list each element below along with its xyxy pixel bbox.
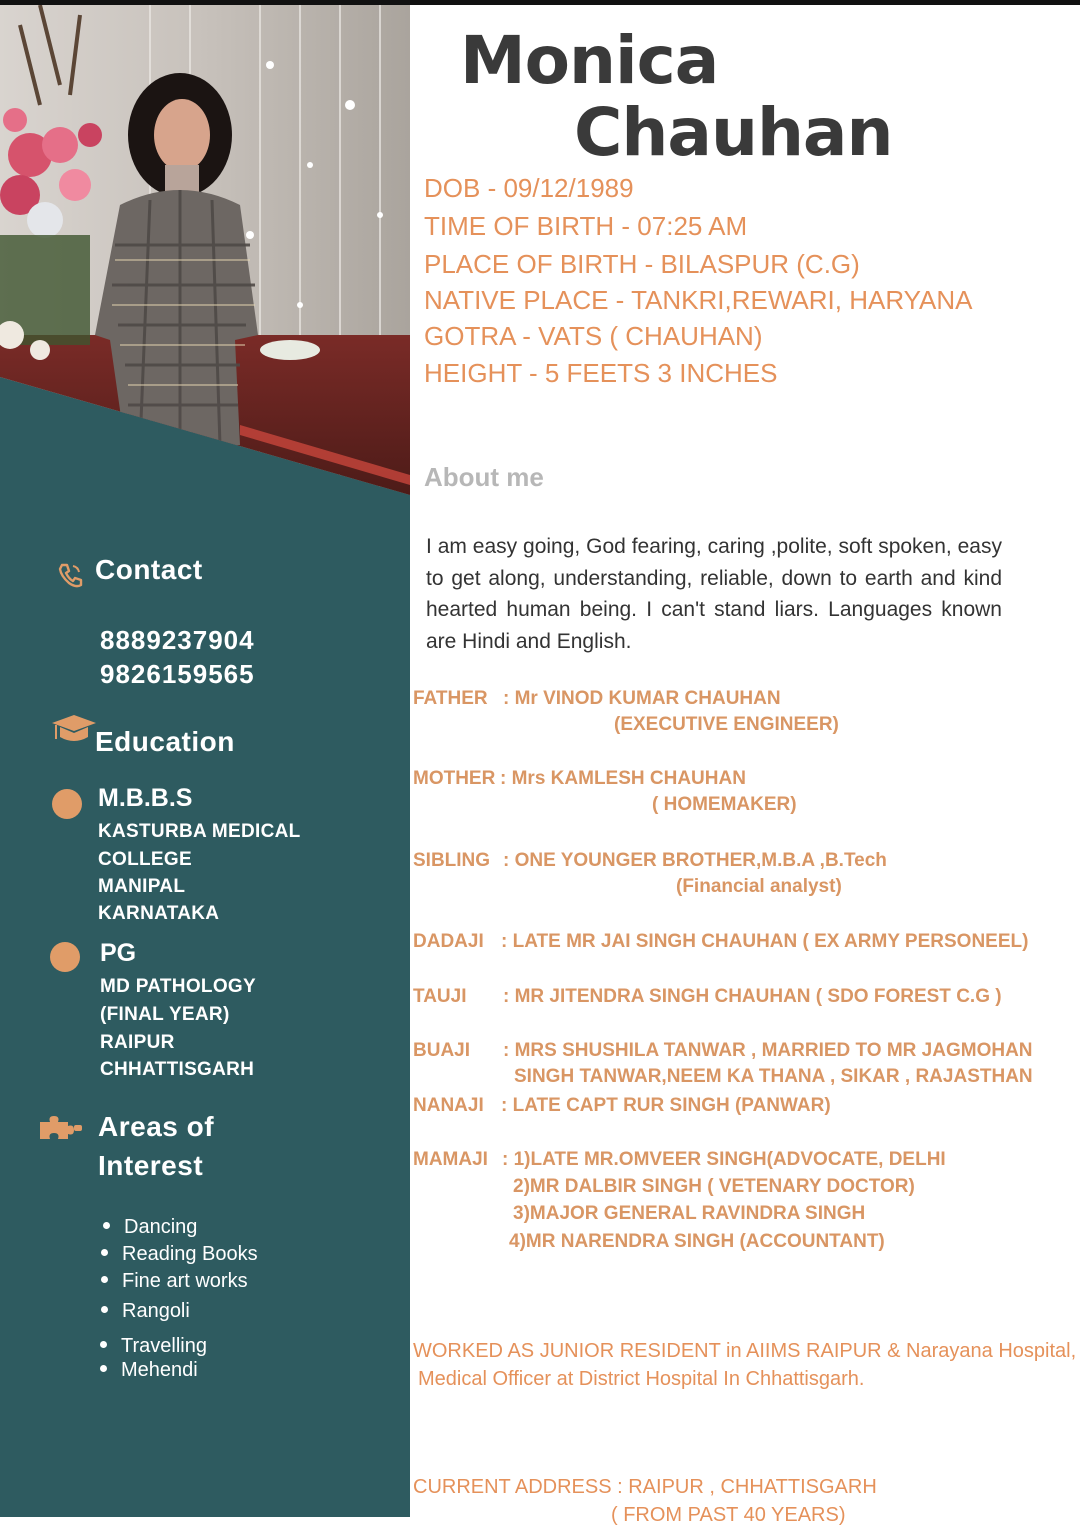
family-father-sub: (EXECUTIVE ENGINEER) [614, 714, 839, 735]
puzzle-icon [38, 1113, 84, 1146]
edu-line: RAIPUR [100, 1032, 175, 1053]
info-dob: DOB - 09/12/1989 [424, 173, 634, 203]
edu-line: MD PATHOLOGY [100, 976, 256, 997]
work-experience-line1: WORKED AS JUNIOR RESIDENT in AIIMS RAIPUR & Narayana Hospital, [413, 1340, 1077, 1362]
family-mamaji-label: MAMAJI [413, 1149, 488, 1170]
name-last: Chauhan [574, 94, 893, 171]
interest-item: Reading Books [101, 1243, 258, 1266]
family-mamaji-line: 4)MR NARENDRA SINGH (ACCOUNTANT) [509, 1231, 885, 1252]
family-mother-sub: ( HOMEMAKER) [652, 794, 797, 815]
phone-number-2[interactable]: 9826159565 [100, 659, 255, 689]
info-place-of-birth: PLACE OF BIRTH - BILASPUR (C.G) [424, 249, 860, 279]
address-line2: ( FROM PAST 40 YEARS) [611, 1504, 846, 1526]
about-paragraph: I am easy going, God fearing, caring ,polite, soft spoken, easy to get along, understanding, reliable, down to earth and kind hearted human being. I can't stand liars. Languages known are Hindi and English. [426, 535, 1002, 653]
info-height: HEIGHT - 5 FEETS 3 INCHES [424, 358, 778, 388]
graduation-cap-icon [50, 713, 98, 754]
family-mamaji-line: 2)MR DALBIR SINGH ( VETENARY DOCTOR) [513, 1176, 915, 1197]
edu-line: KARNATAKA [98, 903, 220, 924]
education-bullet-2 [50, 942, 80, 972]
family-mamaji-line: : 1)LATE MR.OMVEER SINGH(ADVOCATE, DELHI [502, 1149, 946, 1170]
left-sidebar [0, 5, 410, 1517]
family-buaji-value: : MRS SHUSHILA TANWAR , MARRIED TO MR JAGMOHAN [503, 1040, 1033, 1061]
education-heading: Education [95, 726, 235, 757]
edu-line: MANIPAL [98, 876, 186, 897]
interest-item: Dancing [103, 1216, 197, 1239]
address-line1: CURRENT ADDRESS : RAIPUR , CHHATTISGARH [413, 1476, 877, 1498]
family-dadaji-value: : LATE MR JAI SINGH CHAUHAN ( EX ARMY PERSONEEL) [501, 931, 1029, 952]
family-tauji-label: TAUJI [413, 986, 467, 1007]
name-first: Monica [460, 22, 719, 99]
family-nanaji-value: : LATE CAPT RUR SINGH (PANWAR) [501, 1095, 831, 1116]
family-buaji-sub: SINGH TANWAR,NEEM KA THANA , SIKAR , RAJASTHAN [514, 1066, 1033, 1087]
profile-photo [0, 5, 410, 505]
interests-heading-line2: Interest [98, 1150, 204, 1181]
phone-icon [56, 561, 84, 594]
edu-line: KASTURBA MEDICAL [98, 821, 301, 842]
contact-heading: Contact [95, 554, 203, 585]
edu-line: CHHATTISGARH [100, 1059, 255, 1080]
family-mother-label: MOTHER [413, 768, 496, 789]
info-native-place: NATIVE PLACE - TANKRI,REWARI, HARYANA [424, 285, 973, 315]
interest-item: Rangoli [101, 1300, 190, 1323]
edu-line: COLLEGE [98, 849, 192, 870]
info-time-of-birth: TIME OF BIRTH - 07:25 AM [424, 211, 748, 241]
education-bullet-1 [52, 789, 82, 819]
family-buaji-label: BUAJI [413, 1040, 471, 1061]
family-sibling-sub: (Financial analyst) [676, 876, 842, 897]
family-mother-value: : Mrs KAMLESH CHAUHAN [500, 768, 746, 789]
info-gotra: GOTRA - VATS ( CHAUHAN) [424, 321, 763, 351]
edu-line: (FINAL YEAR) [100, 1004, 230, 1025]
family-sibling-label: SIBLING [413, 850, 491, 871]
family-father-label: FATHER [413, 688, 488, 709]
interests-heading-line1: Areas of [98, 1111, 215, 1142]
family-nanaji-label: NANAJI [413, 1095, 484, 1116]
interest-item: Mehendi [100, 1359, 198, 1382]
family-dadaji-label: DADAJI [413, 931, 484, 952]
family-tauji-value: : MR JITENDRA SINGH CHAUHAN ( SDO FOREST C.G ) [503, 986, 1002, 1007]
work-experience-line2: Medical Officer at District Hospital In Chhattisgarh. [418, 1368, 865, 1390]
degree-pg: PG [100, 939, 137, 967]
family-father-value: : Mr VINOD KUMAR CHAUHAN [503, 688, 781, 709]
family-mamaji-line: 3)MAJOR GENERAL RAVINDRA SINGH [513, 1203, 866, 1224]
about-heading: About me [424, 462, 544, 492]
family-sibling-value: : ONE YOUNGER BROTHER,M.B.A ,B.Tech [503, 850, 887, 871]
interest-item: Fine art works [101, 1270, 248, 1293]
degree-mbbs: M.B.B.S [98, 784, 193, 812]
phone-number-1[interactable]: 8889237904 [100, 625, 255, 655]
interest-item: Travelling [100, 1335, 207, 1358]
